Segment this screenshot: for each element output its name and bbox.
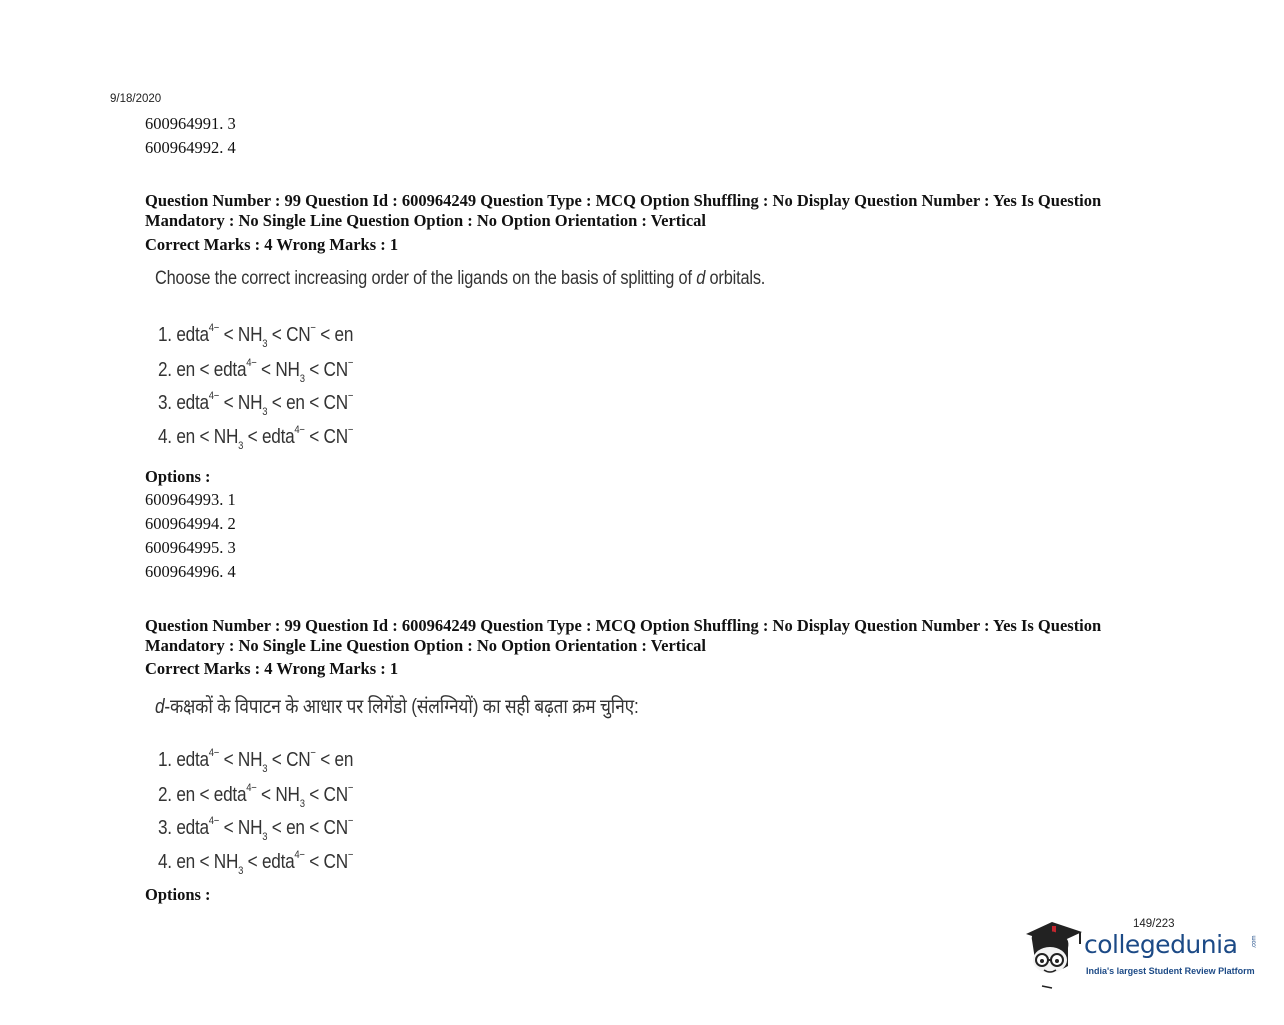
question-meta-hindi: Question Number : 99 Question Id : 600964249 Question Type : MCQ Option Shuffling : No Display Question Number : Yes Is Question Mandatory : No Single Line Question Option : No Option Orientation : Vertical [145, 616, 1102, 655]
option-id-2: 600964994. 2 [145, 514, 236, 533]
question-marks: Correct Marks : 4 Wrong Marks : 1 [145, 235, 399, 254]
question-marks-hindi: Correct Marks : 4 Wrong Marks : 1 [145, 659, 399, 678]
options-label-hindi: Options : [145, 885, 211, 904]
options-label: Options : [145, 467, 211, 486]
option-id-4: 600964996. 4 [145, 562, 236, 581]
choice-1: 1. edta$^{4-}$ < $NH_3 < CN^-$ < en [158, 322, 354, 350]
option-id-1: 600964993. 1 [145, 490, 236, 509]
logo-tagline: India's largest Student Review Platform [1086, 966, 1255, 976]
choice-2: 2. en < edta$^{4-}$ < $NH_3 < CN^-$ [158, 357, 354, 385]
prev-option-id-1: 600964991. 3 [145, 114, 236, 133]
choice-1-hindi: 1. edta$^{4-}$ < $NH_3 < CN^-$ < en [158, 747, 354, 775]
collegedunia-logo [1022, 918, 1262, 990]
page-number: 149/223 [1133, 918, 1175, 930]
logo-wordmark: collegedunia [1084, 930, 1238, 959]
prev-option-id-2: 600964992. 4 [145, 138, 236, 157]
logo-domain: .com [1251, 935, 1258, 949]
question-meta: Question Number : 99 Question Id : 600964249 Question Type : MCQ Option Shuffling : No Display Question Number : Yes Is Question Mandatory : No Single Line Question Option : No Option Orientation : Vertical [145, 191, 1102, 230]
print-date: 9/18/2020 [110, 93, 162, 105]
choice-2-hindi: 2. en < edta$^{4-}$ < $NH_3 < CN^-$ [158, 782, 354, 810]
choice-3-hindi: 3. edta$^{4-}$ < $NH_3$ < en < CN− [158, 815, 354, 843]
question-text: Choose the correct increasing order of the ligands on the basis of splitting of d orbitals. [155, 268, 766, 289]
choice-4: 4. en < $NH_3$ < edta$^{4-}$ < CN− [158, 424, 354, 452]
mascot-icon [1022, 918, 1088, 990]
question-text-hindi: d-कक्षकों के विपाटन के आधार पर लिगेंडो (संलग्नियों) का सही बढ़ता क्रम चुनिए: [155, 696, 639, 718]
option-id-3: 600964995. 3 [145, 538, 236, 557]
choice-3: 3. edta$^{4-}$ < $NH_3$ < en < CN− [158, 390, 354, 418]
choice-4-hindi: 4. en < $NH_3$ < edta$^{4-}$ < CN− [158, 849, 354, 877]
